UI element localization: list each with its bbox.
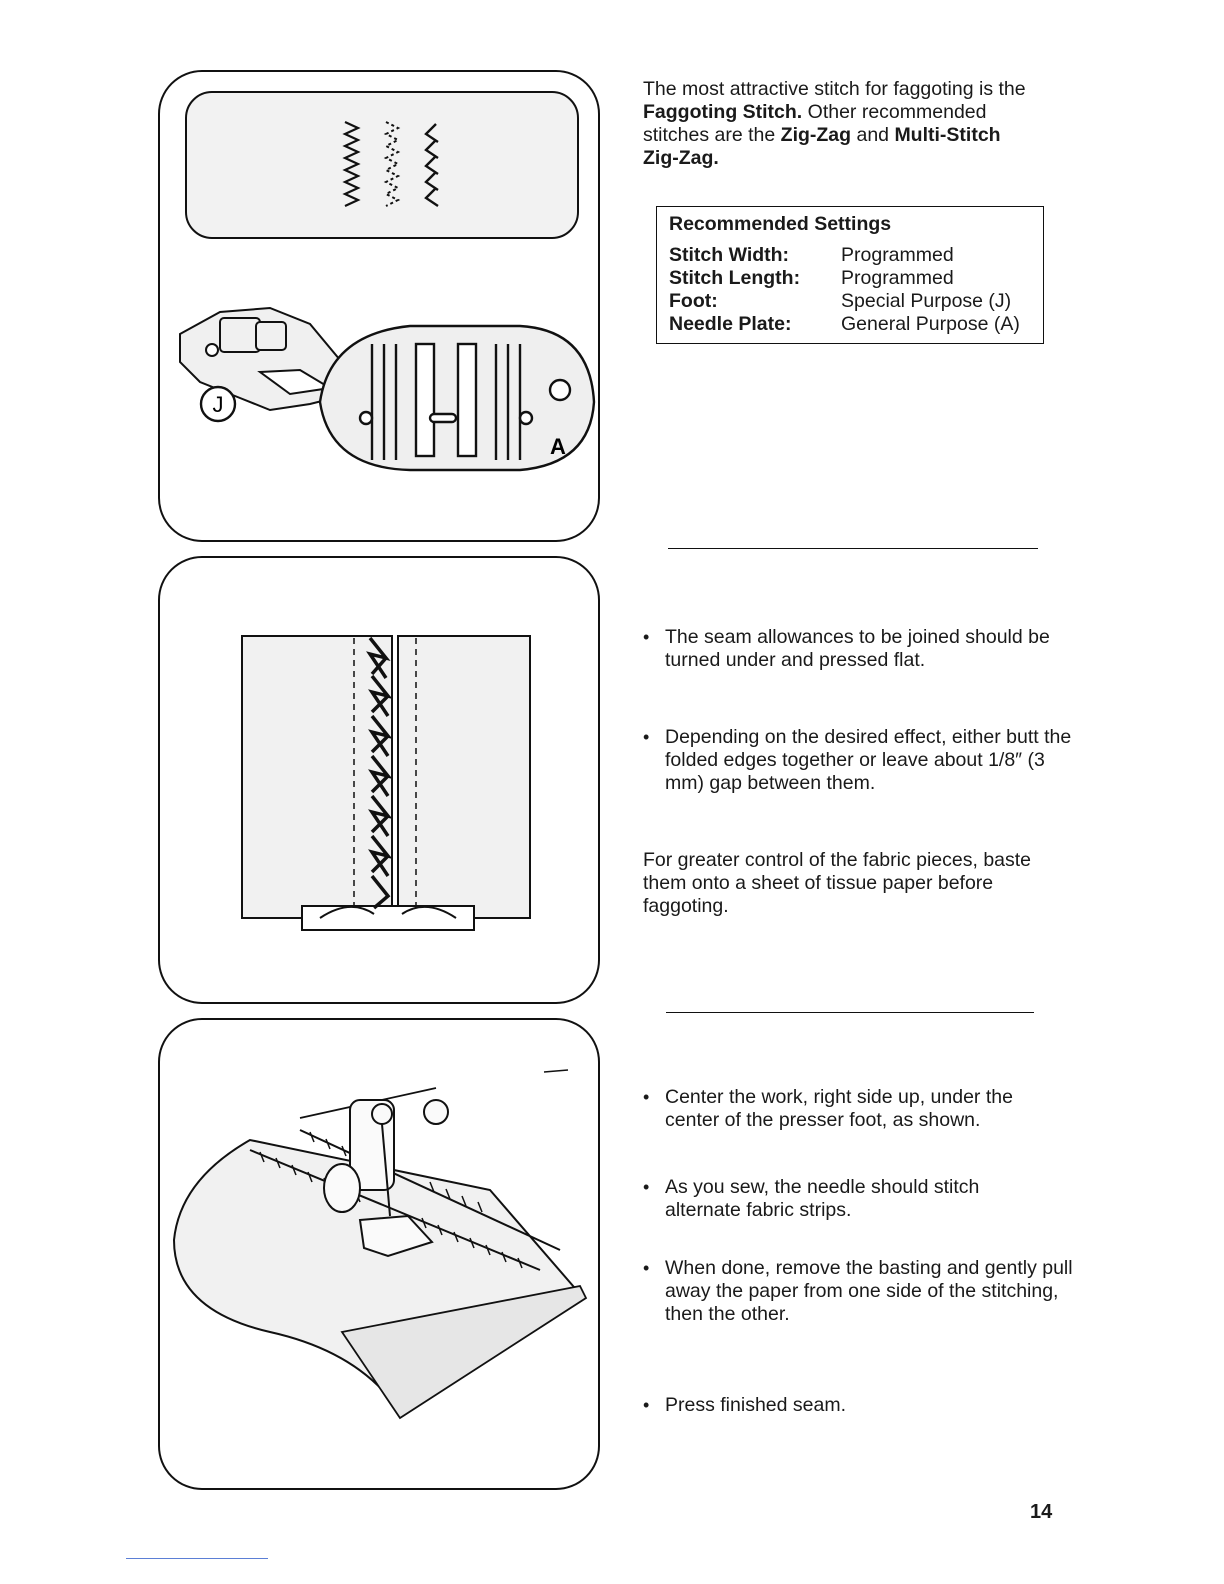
zigzag-term-2: Zig-Zag. [643, 147, 719, 169]
settings-value: Programmed [841, 267, 954, 289]
plate-label: A [550, 434, 566, 459]
intro-text-1: The most attractive stitch for faggoting is the [643, 78, 1026, 100]
list-item: • Depending on the desired effect, either butt the folded edges together or leave about 1/8″ (3 mm) gap between them. [643, 726, 1075, 795]
settings-value: Programmed [841, 244, 954, 266]
settings-key: Stitch Length: [669, 267, 801, 289]
list-item: • Center the work, right side up, under the center of the presser foot, as shown. [643, 1086, 1055, 1132]
settings-row [669, 244, 1039, 267]
settings-value: Special Purpose (J) [841, 290, 1012, 312]
settings-key: Stitch Width: [669, 244, 790, 266]
intro-text-2: Other recommended [802, 101, 987, 123]
recommended-settings-box [656, 206, 1044, 344]
settings-heading: Recommended Settings [669, 213, 892, 235]
faggoting-stitch-term: Faggoting Stitch. [643, 101, 803, 123]
multi-stitch-term: Multi-Stitch [894, 124, 1001, 146]
settings-row [669, 267, 1039, 290]
intro-text-4: and [851, 124, 895, 146]
divider [126, 1558, 268, 1559]
page-number: 14 [1030, 1501, 1053, 1523]
list-item: • When done, remove the basting and gently pull away the paper from one side of the stitching, then the other. [643, 1257, 1075, 1326]
settings-row [669, 290, 1039, 313]
illustration-panel-fabric [158, 556, 600, 1004]
intro-paragraph [643, 78, 1053, 170]
settings-key: Foot: [669, 290, 718, 312]
note-paragraph: For greater control of the fabric pieces, baste them onto a sheet of tissue paper before faggoting. [643, 849, 1032, 917]
intro-text-3: stitches are the [643, 124, 781, 146]
list-item: • Press finished seam. [643, 1394, 1055, 1417]
list-item: • As you sew, the needle should stitch alternate fabric strips. [643, 1176, 1055, 1222]
section-divider [668, 548, 1038, 549]
foot-label: J [212, 392, 224, 417]
zigzag-term: Zig-Zag [780, 124, 852, 146]
illustration-panel-sewing [158, 1018, 600, 1490]
settings-value: General Purpose (A) [841, 313, 1020, 335]
list-item: • The seam allowances to be joined should be turned under and pressed flat. [643, 626, 1065, 672]
illustration-panel-settings [158, 70, 600, 542]
stitch-and-plate-illustration [160, 72, 600, 542]
sewing-machine-illustration [160, 1020, 600, 1490]
settings-row [669, 313, 1039, 336]
fabric-faggoting-illustration [160, 558, 600, 1004]
settings-key: Needle Plate: [669, 313, 792, 335]
section-divider [666, 1012, 1034, 1013]
